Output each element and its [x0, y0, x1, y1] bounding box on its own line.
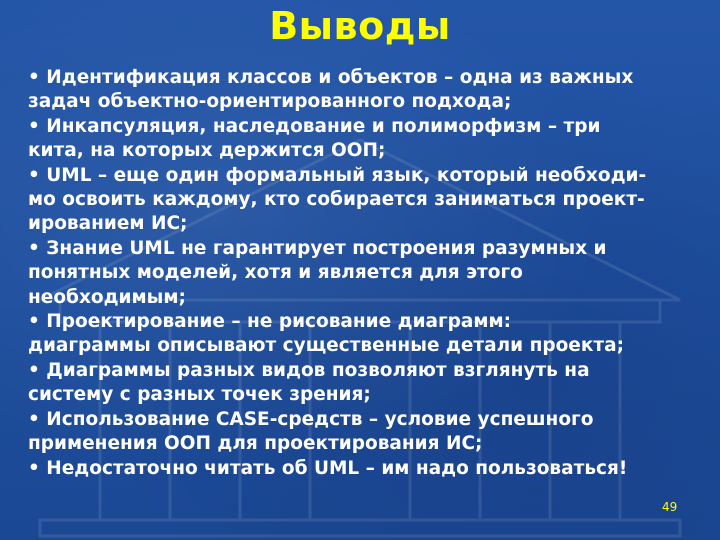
bullet-list — [28, 66, 708, 481]
bullet-item: • Инкапсуляция, наследование и полиморфизм – три кита, на которых держится ООП; — [28, 115, 601, 162]
bullet-item: • Идентификация классов и объектов – одна из важных задач объектно-ориентированного подхода; — [28, 67, 634, 113]
bullet-item: • UML – еще один формальный язык, который необходи- мо освоить каждому, кто собирается заниматься проект- ированием ИС; — [28, 164, 647, 235]
bullet-item: • Знание UML не гарантирует построения разумных и понятных моделей, хотя и является для этого необходимым; — [28, 237, 607, 308]
bullet-item: • Использование CASE-средств – условие успешного применения ООП для проектирования ИС; — [28, 408, 594, 455]
slide-title: Выводы — [269, 4, 451, 48]
bullet-item: • Проектирование – не рисование диаграмм: диаграммы описывают существенные детали проекта; — [28, 311, 625, 357]
bullet-item: • Диаграммы разных видов позволяют взглянуть на систему с разных точек зрения; — [28, 359, 590, 406]
slide-number: 49 — [662, 500, 678, 514]
bullet-item: • Недостаточно читать об UML – им надо пользоваться! — [28, 457, 628, 479]
